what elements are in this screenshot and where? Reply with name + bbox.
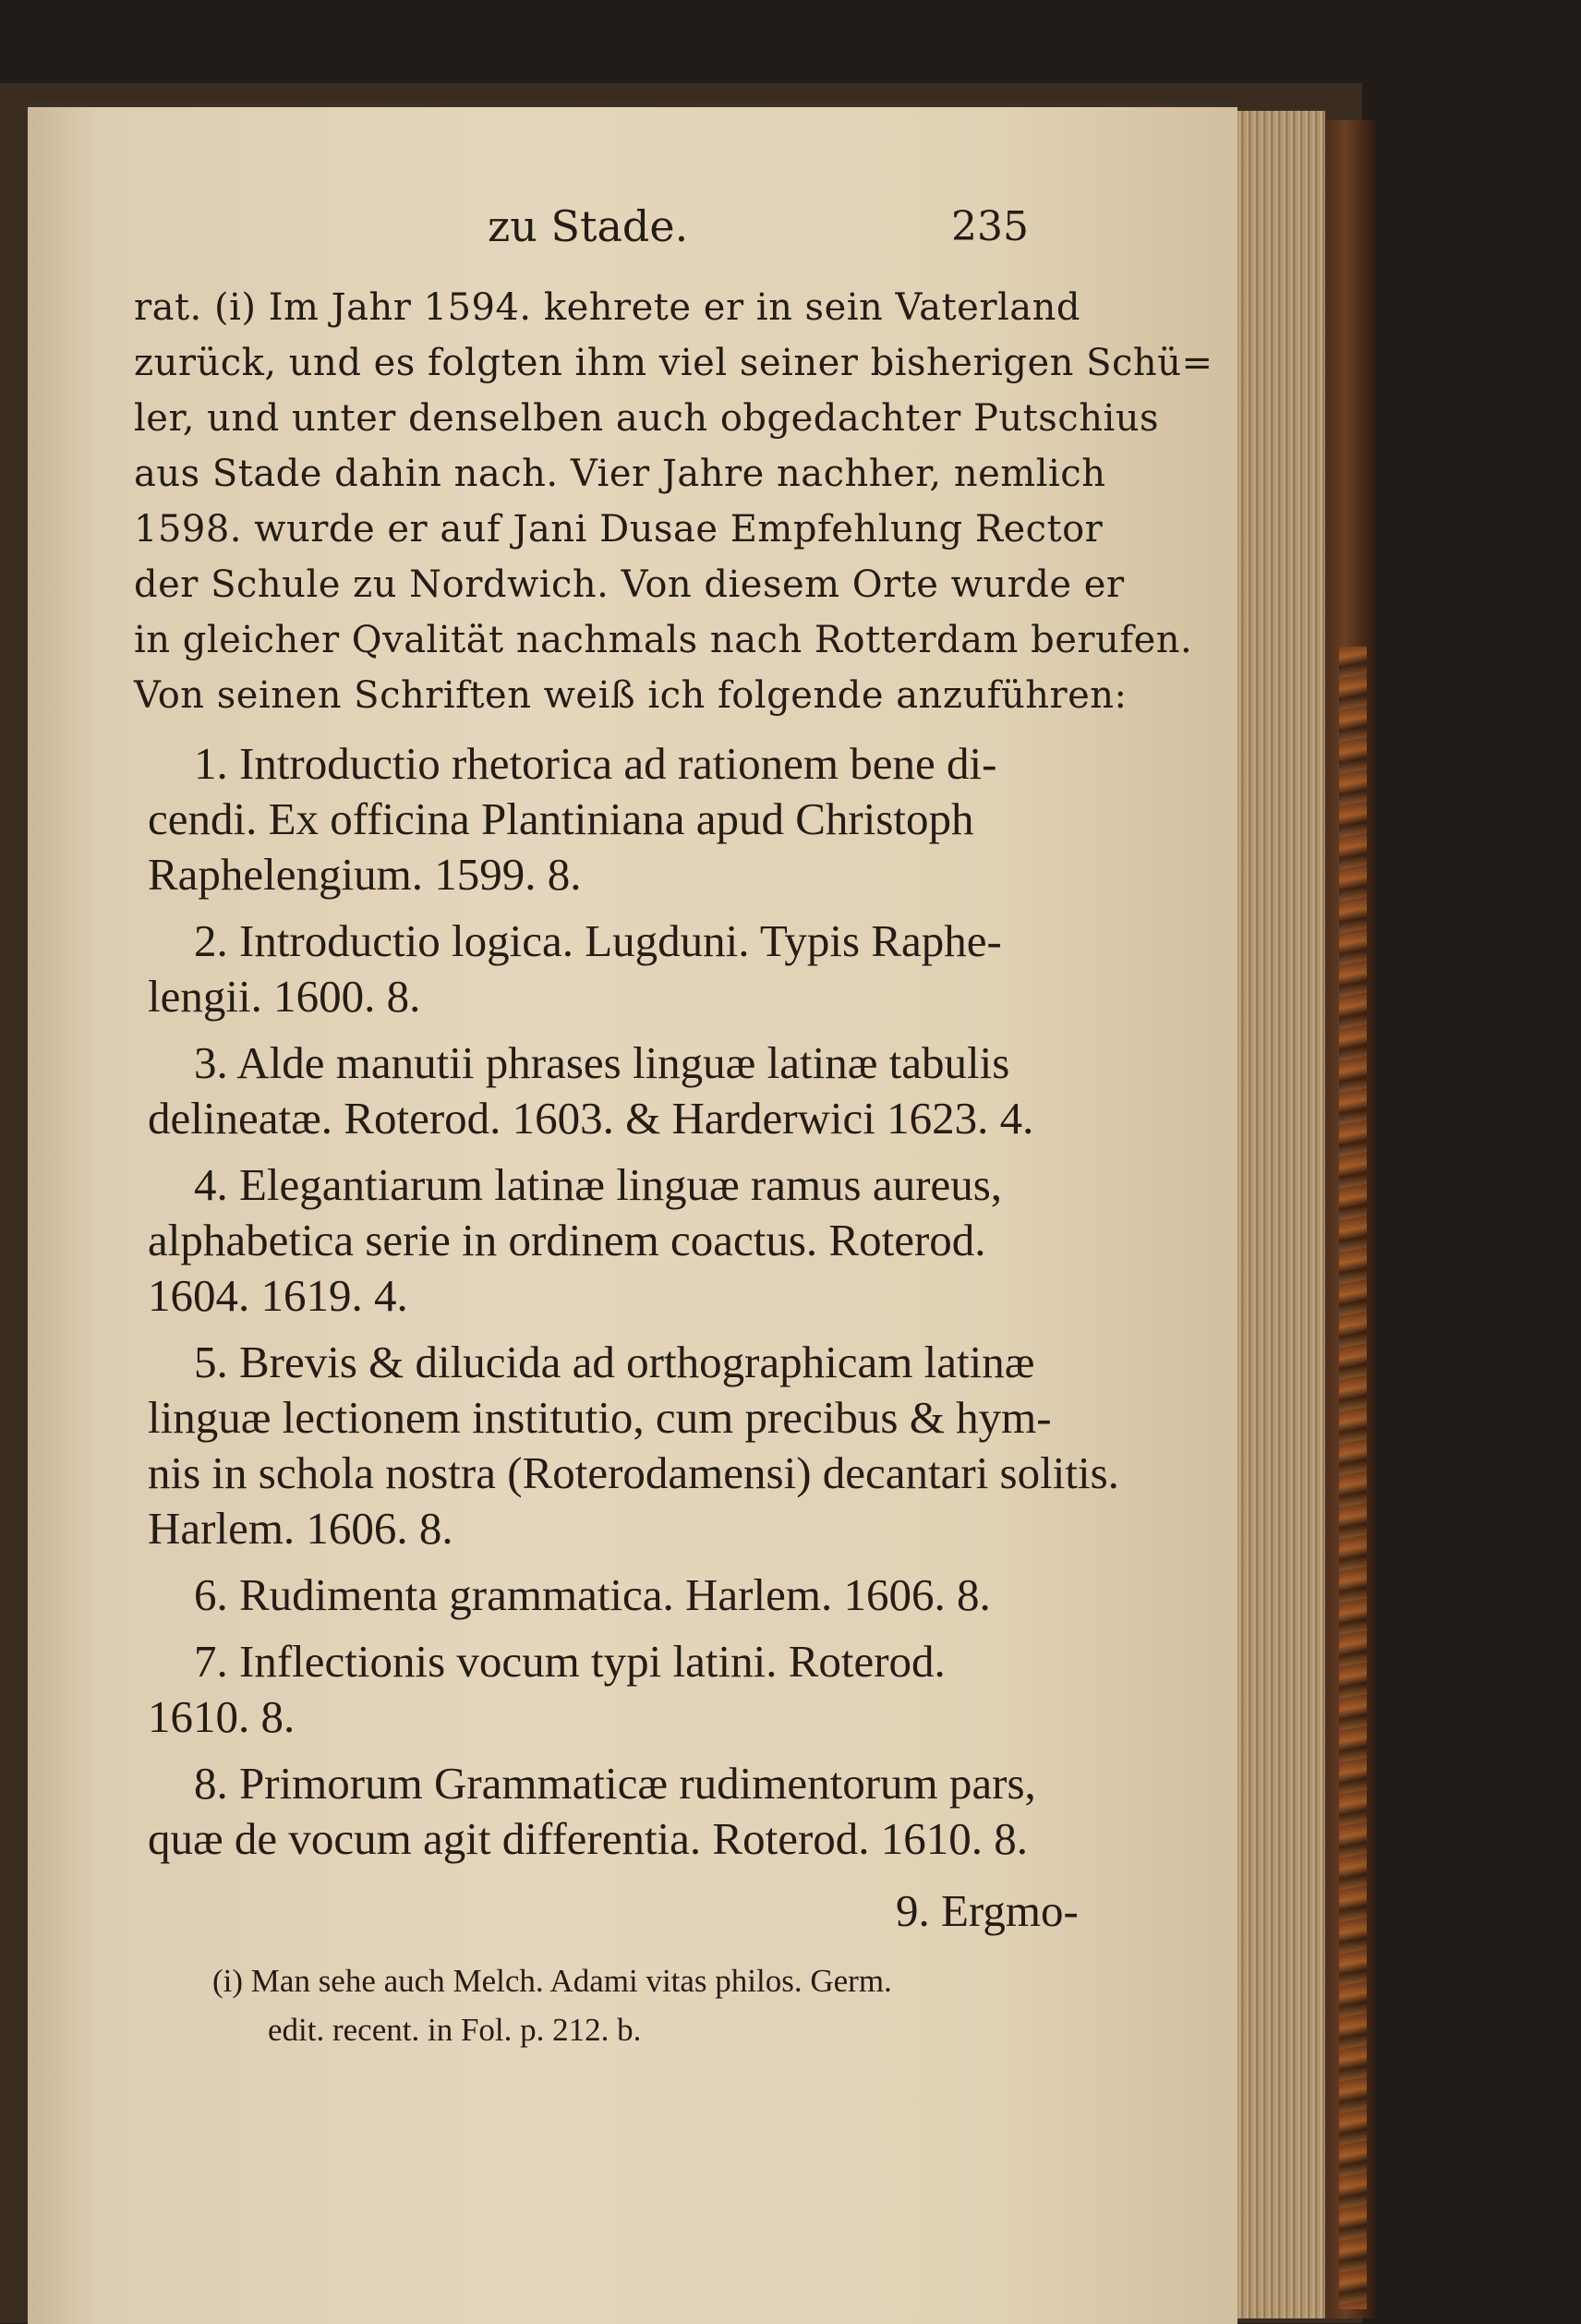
footnote-line: edit. recent. in Fol. p. 212. b. [268,2012,642,2048]
bibliography-line: 6. Rudimenta grammatica. Harlem. 1606. 8. [194,1569,991,1620]
bibliography-line: 3. Alde manutii phrases linguæ latinæ tabulis [194,1037,1010,1088]
bibliography-line: lengii. 1600. 8. [148,971,421,1022]
bibliography-line: 2. Introductio logica. Lugduni. Typis Raphe- [194,915,1002,966]
bibliography-line: cendi. Ex officina Plantiniana apud Christoph [148,793,974,844]
bibliography-line: nis in schola nostra (Roterodamensi) decantari solitis. [148,1447,1119,1498]
bibliography-line: Harlem. 1606. 8. [148,1503,453,1554]
bibliography-line: 8. Primorum Grammaticæ rudimentorum pars, [194,1758,1036,1809]
german-line: 1598. wurde er auf Jani Dusae Empfehlung Rector [134,508,1104,551]
german-line: rat. (i) Im Jahr 1594. kehrete er in sein Vaterland [134,286,1080,329]
bibliography-line: linguæ lectionem institutio, cum precibus & hym- [148,1392,1052,1443]
bibliography-line: Raphelengium. 1599. 8. [148,849,582,900]
german-line: in gleicher Qvalität nachmals nach Rotterdam berufen. [134,619,1193,661]
bibliography-line: 1. Introductio rhetorica ad rationem bene di- [194,738,997,789]
bibliography-line: 1604. 1619. 4. [148,1270,408,1321]
bibliography-line: 5. Brevis & dilucida ad orthographicam latinæ [194,1337,1035,1387]
page-number: 235 [951,203,1029,250]
catchword: 9. Ergmo- [896,1885,1079,1936]
bibliography-line: 7. Inflectionis vocum typi latini. Roterod. [194,1636,946,1687]
german-line: der Schule zu Nordwich. Von diesem Orte wurde er [134,563,1125,606]
bibliography-line: alphabetica serie in ordinem coactus. Roterod. [148,1215,986,1265]
bibliography-line: delineatæ. Roterod. 1603. & Harderwici 1623. 4. [148,1093,1034,1144]
german-line: Von seinen Schriften weiß ich folgende anzuführen: [134,674,1128,717]
german-line: ler, und unter denselben auch obgedachter Putschius [134,397,1160,440]
bibliography-line: quæ de vocum agit differentia. Roterod. 1610. 8. [148,1813,1029,1864]
footnote-line: (i) Man sehe auch Melch. Adami vitas philos. Germ. [212,1963,892,1999]
german-line: zurück, und es folgten ihm viel seiner bisherigen Schü= [134,342,1213,384]
bibliography-line: 1610. 8. [148,1691,296,1742]
german-line: aus Stade dahin nach. Vier Jahre nachher, nemlich [134,453,1106,495]
bibliography-line: 4. Elegantiarum latinæ linguæ ramus aureus, [194,1159,1003,1210]
running-title: zu Stade. [488,201,689,251]
